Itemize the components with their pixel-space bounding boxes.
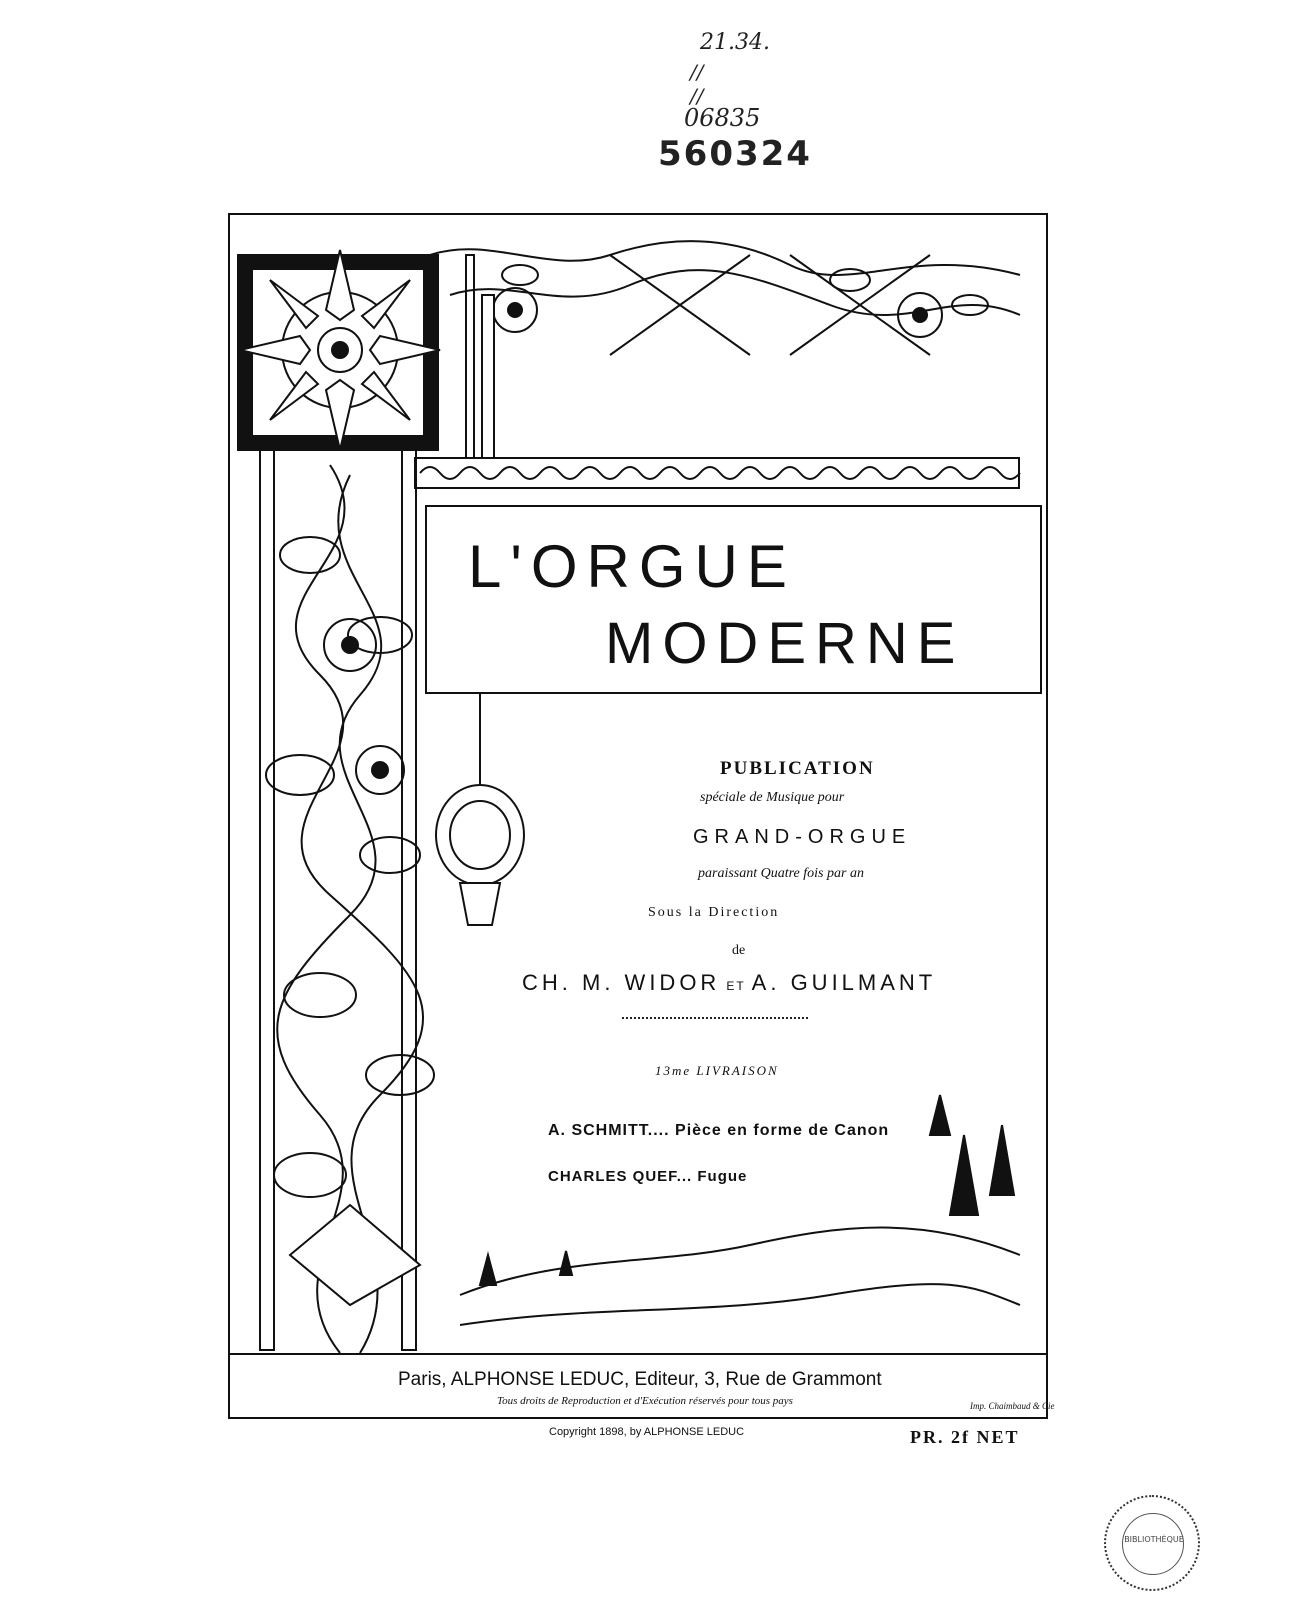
composer-name: A. SCHMITT [548,1122,648,1139]
director-2: A. GUILMANT [751,970,937,995]
publisher-line: Paris, ALPHONSE LEDUC, Editeur, 3, Rue de Grammont [398,1369,882,1390]
composer-name: CHARLES QUEF [548,1168,677,1185]
de-label: de [732,943,746,958]
rights-notice: Tous droits de Reproduction et d'Exécution réservés pour tous pays [497,1395,793,1407]
director-1: CH. M. WIDOR [522,970,721,995]
passion-flower-icon [240,250,440,450]
separator [622,1017,808,1019]
stamp-text: BIBLIOTHÈQUE [1124,1535,1184,1544]
catalogue-mark-2: // [690,60,704,84]
piece-title: Pièce en forme de Canon [675,1122,890,1139]
price-label: PR. 2f NET [910,1427,1020,1447]
publication-subtitle: spéciale de Musique pour [700,790,845,805]
library-stamp-icon [1104,1495,1200,1591]
directors-line [522,970,936,996]
copyright-notice: Copyright 1898, by ALPHONSE LEDUC [549,1426,745,1438]
publication-heading: PUBLICATION [720,758,875,779]
catalogue-mark-3: // [690,84,704,108]
title-line-1: L'ORGUE [468,533,796,600]
catalogue-mark-1: 21.34. [700,30,770,55]
livraison-label: 13me LIVRAISON [655,1063,779,1078]
direction-label: Sous la Direction [648,905,780,920]
frequency-label: paraissant Quatre fois par an [698,866,864,881]
instrument-label: GRAND-ORGUE [693,826,912,848]
piece-title: Fugue [697,1168,748,1185]
et-label: ET [726,979,746,993]
content-item: A. SCHMITT.... Pièce en forme de Canon [548,1122,890,1139]
catalogue-mark-4: 06835 [684,104,761,132]
catalogue-number: 560324 [658,134,812,174]
title-line-2: MODERNE [605,611,965,676]
engraver-credit: Imp. Chaimbaud & Cie [970,1401,1055,1411]
content-item: CHARLES QUEF... Fugue [548,1168,748,1185]
